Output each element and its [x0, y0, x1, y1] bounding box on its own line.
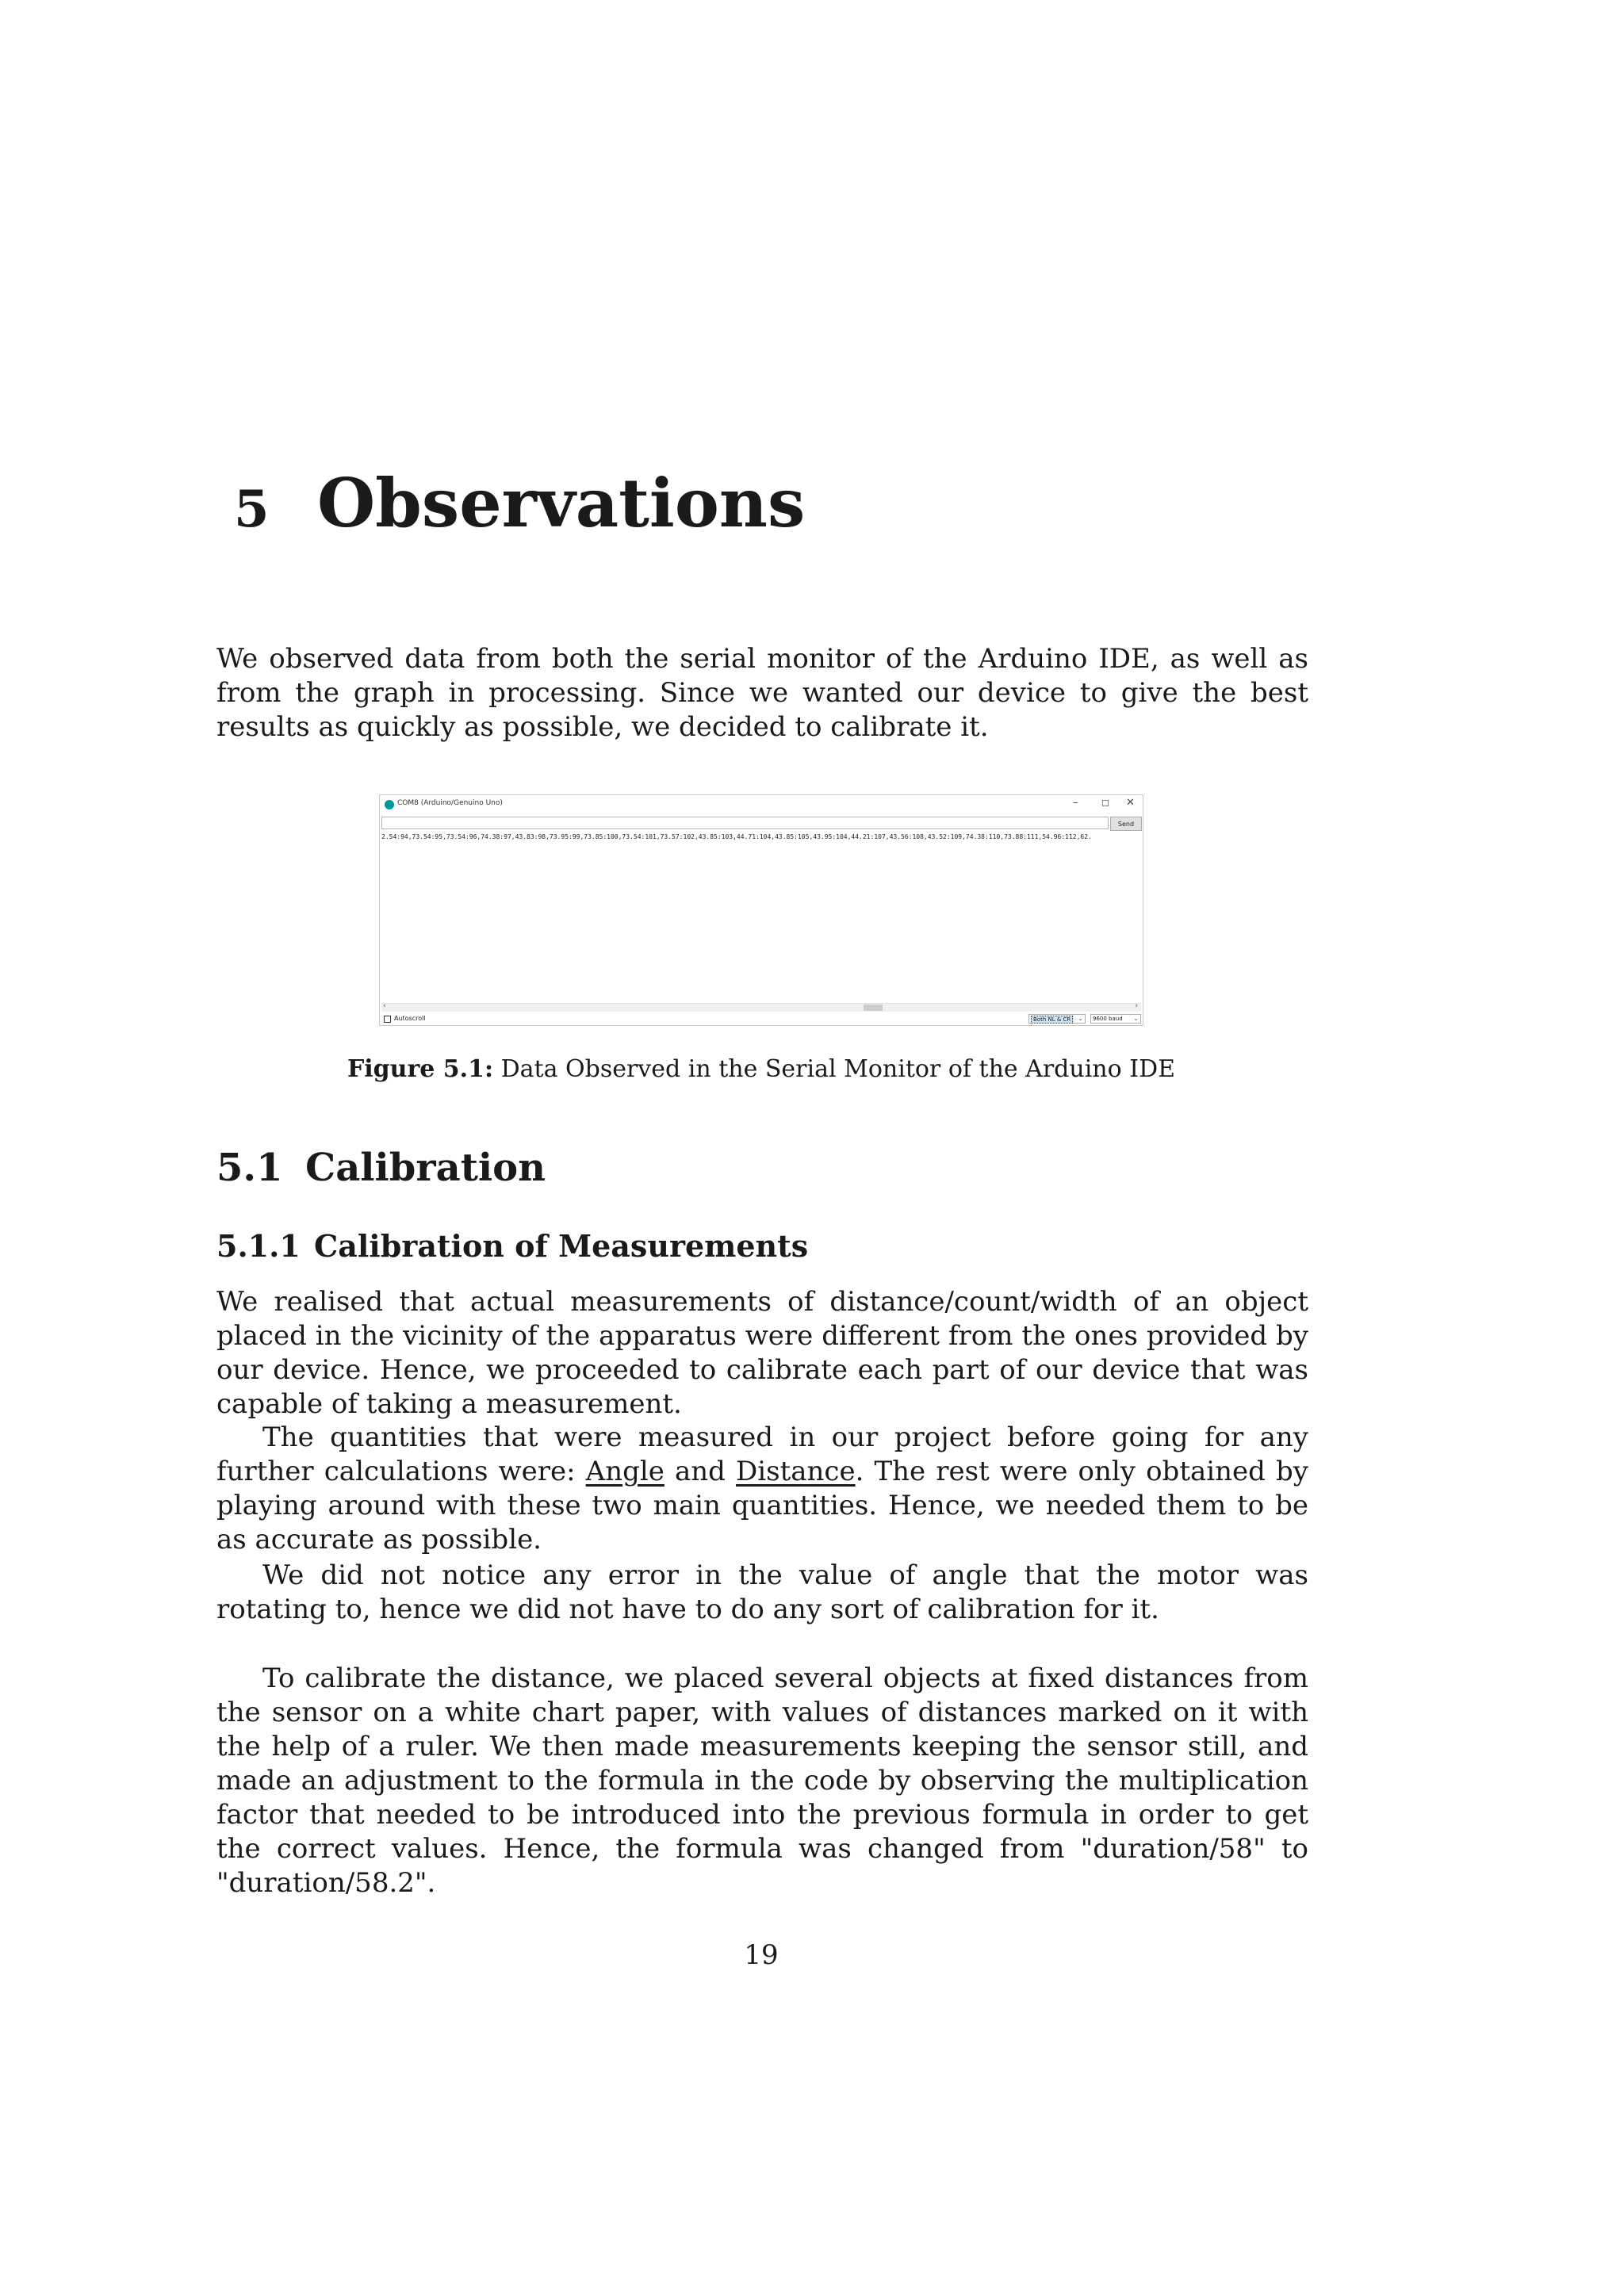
line-ending-select[interactable] — [1028, 1014, 1086, 1024]
window-titlebar — [380, 795, 1143, 814]
chevron-down-icon: ⌄ — [1133, 1015, 1139, 1022]
section-heading — [216, 1146, 546, 1190]
scroll-right-icon[interactable]: › — [1135, 1002, 1138, 1010]
section-number: 5.1 — [216, 1146, 283, 1190]
baud-rate-select[interactable] — [1090, 1014, 1141, 1024]
subsection-number: 5.1.1 — [216, 1228, 301, 1264]
arduino-icon — [385, 800, 394, 809]
serial-input[interactable] — [381, 817, 1109, 829]
paragraph-1: We realised that actual measurements of distance/count/width of an object placed in the vicinity of the apparatus were different from the ones provided by our device. Hence, we proceeded to calibrate each part of our device that was capable of taking a measurement. — [216, 1286, 1308, 1420]
maximize-icon[interactable]: ☐ — [1101, 798, 1109, 809]
serial-output: 2.54:94,73.54:95,73.54:96,74.38:97,43.83:98,73.95:99,73.85:100,73.54:101,73.57:102,43.85:103,44.71:104,43.85:105,43.95:104,44.21:107,43.56:108,43.52:109,74.38:110,73.88:111,54.96:112,62. — [381, 833, 1092, 840]
figure-caption — [0, 1055, 1522, 1083]
monitor-statusbar — [380, 1012, 1143, 1025]
chevron-down-icon: ⌄ — [1078, 1015, 1083, 1022]
angle-term: Angle — [585, 1456, 665, 1487]
scroll-left-icon[interactable]: ‹ — [383, 1002, 386, 1010]
autoscroll-checkbox[interactable] — [384, 1016, 391, 1023]
minimize-icon[interactable]: – — [1073, 797, 1078, 809]
chapter-heading — [234, 464, 805, 542]
paragraph-2-start: The quantities that were measured in our project before going for any further calculations were: — [216, 1422, 1308, 1487]
subsection-heading — [216, 1228, 808, 1264]
page-number: 19 — [744, 1939, 779, 1971]
send-button[interactable]: Send — [1110, 817, 1142, 831]
scroll-thumb[interactable] — [864, 1004, 883, 1011]
caption-label: Figure 5.1: — [347, 1055, 494, 1083]
paragraph-4: To calibrate the distance, we placed several objects at fixed distances from the sensor on a white chart paper, with values of distances marked on it with the help of a ruler. We then made measurements keeping the sensor still, and made an adjustment to the formula in the code by observing the multiplication factor that needed to be introduced into the previous formula in order to get the correct values. Hence, the formula was changed from "duration/58" to "duration/58.2". — [216, 1663, 1308, 1899]
distance-term: Distance — [735, 1456, 856, 1487]
subsection-title: Calibration of Measurements — [314, 1228, 809, 1264]
serial-monitor-screenshot — [379, 794, 1143, 1026]
paragraph-3: We did not notice any error in the value of angle that the motor was rotating to, hence we did not have to do any sort of calibration for it. — [216, 1559, 1308, 1625]
line-ending-value: Both NL & CR — [1031, 1016, 1073, 1024]
intro-paragraph: We observed data from both the serial monitor of the Arduino IDE, as well as from the graph in processing. Since we wanted our device to give the best results as quickly as possible, we decided to calibrate it. — [216, 643, 1308, 743]
window-title: COM8 (Arduino/Genuino Uno) — [397, 799, 503, 807]
chapter-number: 5 — [234, 480, 270, 539]
paragraph-2-and: and — [664, 1456, 736, 1487]
autoscroll-label: Autoscroll — [394, 1015, 426, 1022]
caption-text: Data Observed in the Serial Monitor of the Arduino IDE — [493, 1055, 1176, 1083]
paragraph-2 — [216, 1421, 1308, 1557]
chapter-title: Observations — [317, 464, 806, 542]
baud-rate-value: 9600 baud — [1093, 1016, 1123, 1022]
close-icon[interactable]: ✕ — [1126, 797, 1135, 809]
horizontal-scrollbar[interactable] — [381, 1003, 1141, 1012]
paragraph-2-end: . The rest were only obtained by playing around with these two main quantities. Hence, we needed them to be as accurate as possible. — [216, 1456, 1308, 1556]
section-title: Calibration — [305, 1146, 546, 1190]
